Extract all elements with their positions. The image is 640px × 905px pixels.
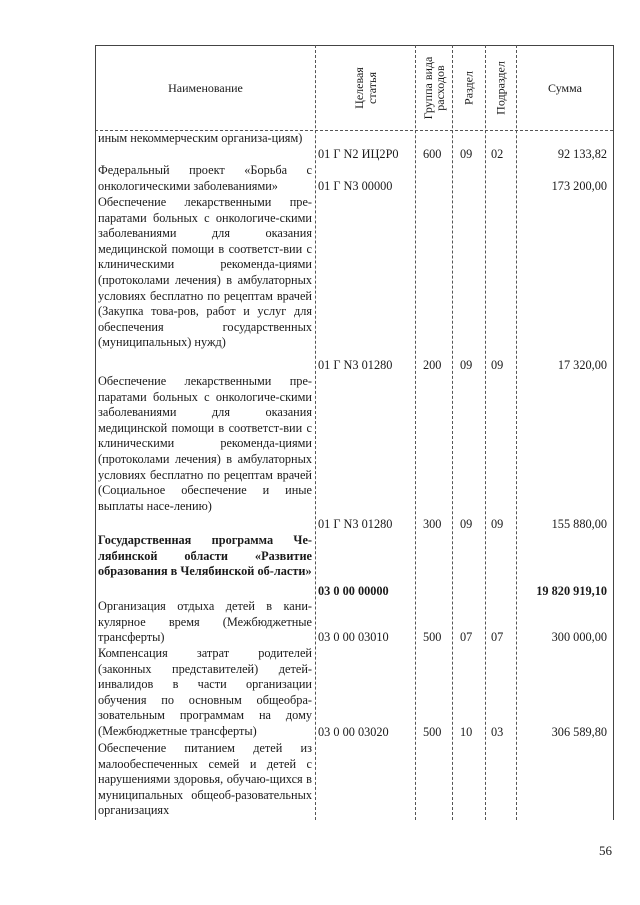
row-code: 01 Г N3 01280 <box>318 358 393 372</box>
row-code: 03 0 00 03020 <box>318 725 389 739</box>
column-divider <box>516 45 517 820</box>
row-sum: 300 000,00 <box>551 630 607 644</box>
row-sum: 155 880,00 <box>551 517 607 531</box>
row-subsection: 02 <box>491 147 504 161</box>
row-sum: 306 589,80 <box>551 725 607 739</box>
row-code: 03 0 00 00000 <box>318 584 389 598</box>
page-number: 56 <box>599 843 612 858</box>
header-name: Наименование <box>168 80 243 95</box>
header-target: Целевая статья <box>352 67 379 109</box>
row-name: Обеспечение питанием детей из малообеспеченных семей и детей с нарушениями здоровья, обучаю-щихся в муниципальных общеоб-разовательных организациях <box>98 741 312 818</box>
row-name: Государственная программа Че-лябинской области «Развитие образования в Челябинской об-ласти» <box>98 533 312 579</box>
header-section: Раздел <box>461 71 476 105</box>
row-code: 03 0 00 03010 <box>318 630 389 644</box>
row-name: Обеспечение лекарственными пре-паратами больных с онкологиче-скими заболеваниями для оказания медицинской помощи в соответст-вии с клиническими рекоменда-циями (протоколами лечения) в амбулаторных условиях бесплатно по рецептам врачей (Закупка това-ров, работ и услуг для обеспечения государственных (муниципальных) нужд) <box>98 195 312 350</box>
column-divider <box>485 45 486 820</box>
row-subsection: 09 <box>491 358 504 372</box>
row-sum: 19 820 919,10 <box>536 584 607 598</box>
column-divider <box>415 45 416 820</box>
row-section: 07 <box>460 630 473 644</box>
row-code: 01 Г N3 01280 <box>318 517 393 531</box>
row-group: 500 <box>423 725 442 739</box>
row-name: Организация отдыха детей в кани-кулярное время (Межбюджетные трансферты) <box>98 599 312 645</box>
header-subsection: Подраздел <box>493 61 508 115</box>
row-sum: 173 200,00 <box>551 179 607 193</box>
row-sum: 17 320,00 <box>557 358 607 372</box>
row-group: 500 <box>423 630 442 644</box>
row-subsection: 07 <box>491 630 504 644</box>
row-name: Федеральный проект «Борьба с онкологическими заболеваниями» <box>98 163 312 193</box>
header-sum: Сумма <box>548 80 582 95</box>
row-code: 01 Г N2 ИЦ2Р0 <box>318 147 399 161</box>
row-group: 200 <box>423 358 442 372</box>
table-right-border <box>613 45 614 820</box>
row-section: 09 <box>460 517 473 531</box>
header-group: Группа вида расходов <box>421 56 447 120</box>
row-name: иным некоммерческим организа-циям) <box>98 131 303 145</box>
row-group: 300 <box>423 517 442 531</box>
row-name: Компенсация затрат родителей (законных представителей) детей-инвалидов в части организации обучения по основным общеобра-зовательным программам на дому (Межбюджетные трансферты) <box>98 646 312 738</box>
row-section: 09 <box>460 147 473 161</box>
row-subsection: 09 <box>491 517 504 531</box>
row-name: Обеспечение лекарственными пре-паратами больных с онкологиче-скими заболеваниями для оказания медицинской помощи в соответст-вии с клиническими рекоменда-циями (протоколами лечения) в амбулаторных условиях бесплатно по рецептам врачей (Социальное обеспечение и иные выплаты насе-лению) <box>98 374 312 513</box>
row-sum: 92 133,82 <box>557 147 607 161</box>
row-section: 10 <box>460 725 473 739</box>
table-left-border <box>95 45 96 820</box>
row-section: 09 <box>460 358 473 372</box>
row-subsection: 03 <box>491 725 504 739</box>
column-divider <box>452 45 453 820</box>
row-code: 01 Г N3 00000 <box>318 179 393 193</box>
column-divider <box>315 45 316 820</box>
row-group: 600 <box>423 147 442 161</box>
